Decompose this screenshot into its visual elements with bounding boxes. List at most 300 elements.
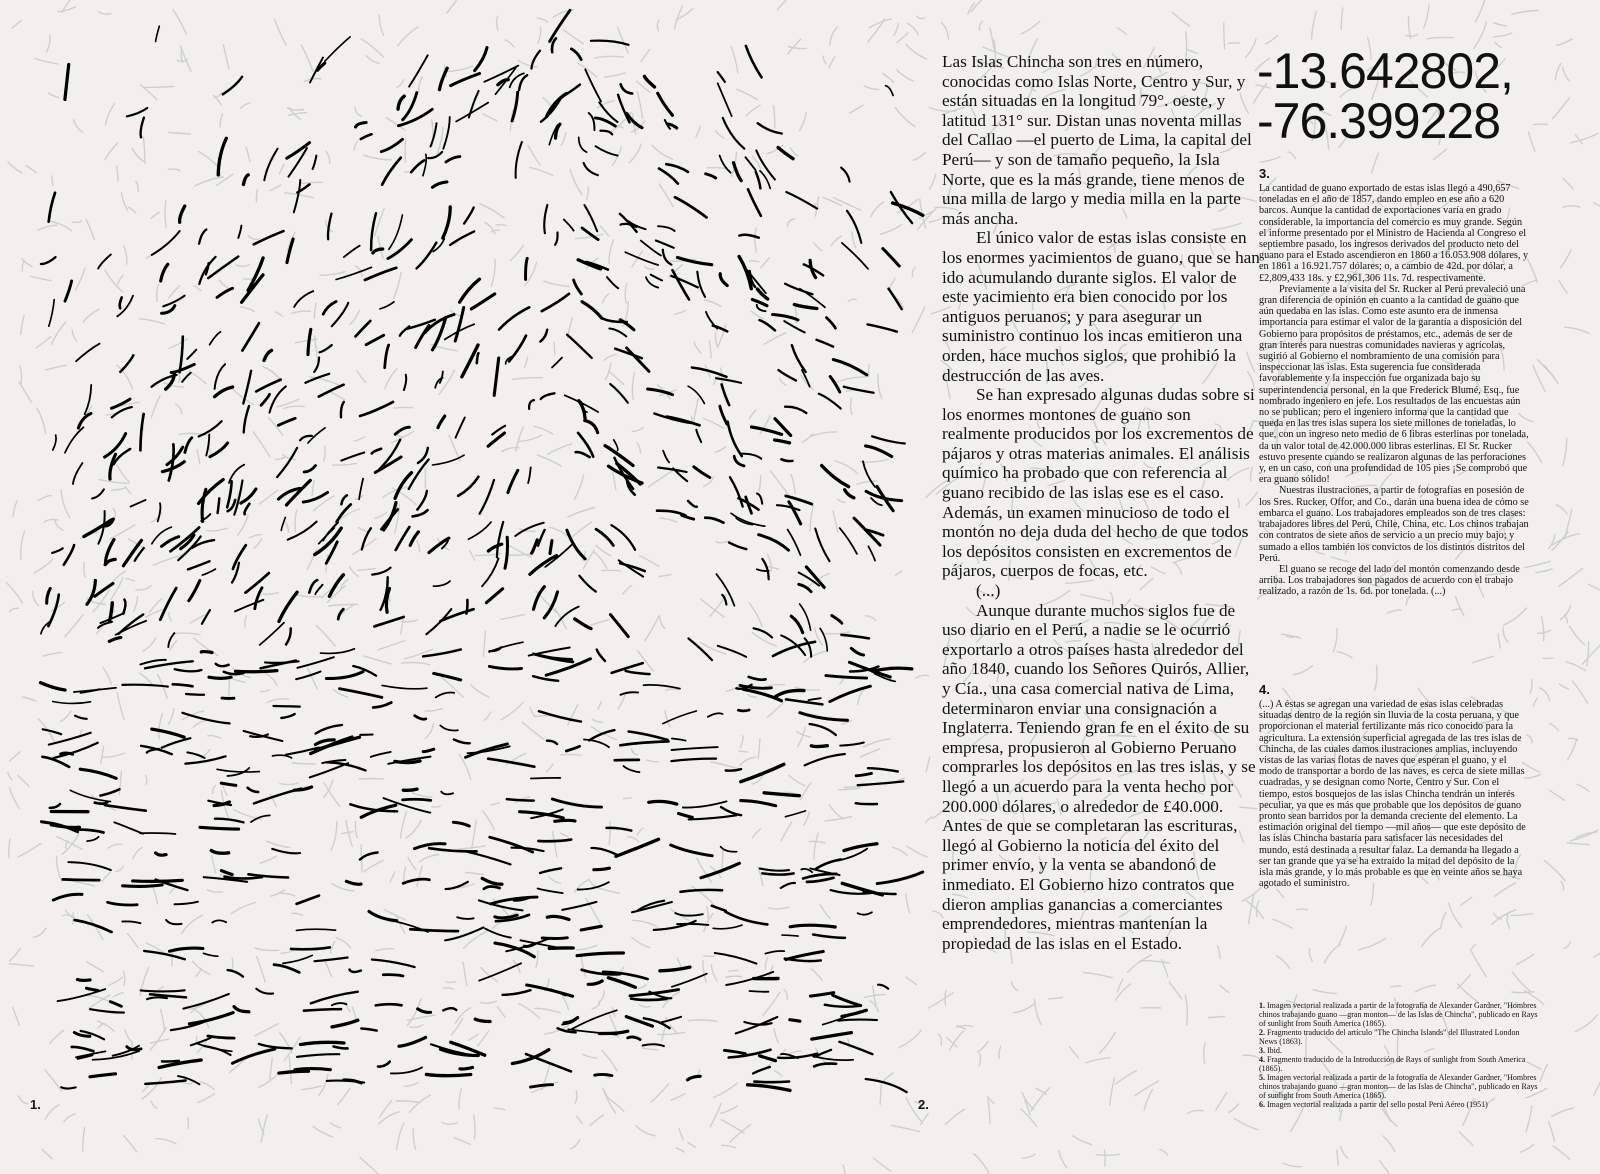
background-stroke xyxy=(1569,738,1578,740)
background-stroke xyxy=(851,399,852,415)
background-stroke xyxy=(651,1084,668,1102)
background-stroke xyxy=(1521,1144,1534,1152)
drawing-stroke xyxy=(542,938,567,939)
background-stroke xyxy=(231,903,255,914)
drawing-stroke xyxy=(413,510,428,516)
background-stroke xyxy=(641,50,650,62)
drawing-stroke xyxy=(571,49,581,60)
background-stroke xyxy=(108,844,121,848)
background-stroke xyxy=(260,856,276,863)
drawing-stroke xyxy=(341,453,364,461)
drawing-stroke xyxy=(232,1049,275,1063)
background-stroke xyxy=(61,490,70,518)
drawing-stroke xyxy=(332,1020,358,1027)
background-stroke xyxy=(42,1149,52,1159)
drawing-stroke xyxy=(131,500,146,507)
background-stroke xyxy=(37,408,46,434)
figure-1-label: 1. xyxy=(30,1097,41,1112)
background-stroke xyxy=(679,1129,683,1140)
drawing-stroke xyxy=(328,214,331,240)
background-stroke xyxy=(878,375,882,399)
drawing-stroke xyxy=(592,848,619,855)
background-stroke xyxy=(814,243,823,251)
drawing-stroke xyxy=(76,344,99,362)
drawing-stroke xyxy=(871,498,882,505)
background-stroke xyxy=(101,746,104,763)
drawing-stroke xyxy=(202,569,215,575)
background-stroke xyxy=(670,1025,676,1032)
background-stroke xyxy=(255,1024,279,1036)
background-stroke xyxy=(49,93,59,98)
background-stroke xyxy=(1475,0,1486,22)
background-stroke xyxy=(83,1127,85,1151)
background-stroke xyxy=(314,303,316,318)
background-stroke xyxy=(1441,912,1447,929)
background-stroke xyxy=(894,24,899,36)
background-stroke xyxy=(236,265,249,266)
background-stroke xyxy=(613,472,616,489)
drawing-stroke xyxy=(503,990,531,995)
drawing-stroke xyxy=(404,375,406,390)
background-stroke xyxy=(1559,684,1568,689)
drawing-stroke xyxy=(659,169,678,184)
drawing-stroke xyxy=(64,545,74,565)
background-stroke xyxy=(777,0,793,10)
background-stroke xyxy=(64,1114,75,1122)
drawing-stroke xyxy=(574,280,582,294)
background-stroke xyxy=(257,957,266,982)
background-stroke xyxy=(835,461,858,474)
drawing-stroke xyxy=(863,461,875,487)
drawing-stroke xyxy=(475,1019,490,1021)
background-stroke xyxy=(267,841,290,847)
background-stroke xyxy=(810,506,813,531)
drawing-stroke xyxy=(791,616,802,632)
drawing-stroke xyxy=(540,868,561,873)
background-stroke xyxy=(895,571,902,576)
drawing-stroke xyxy=(391,1067,422,1073)
background-stroke xyxy=(52,176,53,185)
drawing-stroke xyxy=(600,131,612,135)
drawing-stroke xyxy=(209,677,231,678)
drawing-stroke xyxy=(53,435,56,450)
background-stroke xyxy=(596,545,611,555)
footnote: 3. Ibid. xyxy=(1259,1046,1282,1055)
background-stroke xyxy=(1556,39,1572,45)
background-stroke xyxy=(1568,739,1577,760)
drawing-stroke xyxy=(396,527,410,550)
background-stroke xyxy=(1309,949,1312,962)
background-stroke xyxy=(437,127,443,154)
background-stroke xyxy=(850,105,864,113)
drawing-stroke xyxy=(84,520,112,537)
drawing-stroke xyxy=(110,454,116,479)
drawing-stroke xyxy=(800,713,848,721)
drawing-stroke xyxy=(211,851,228,854)
main-paragraph: Se han expresado algunas dudas sobre si los enormes montones de guano son realmente producidos por los excrementos de pájaros y otras materias animales. El análisis químico ha probado que con referencia al guano recibido de las islas ese es el caso. Además, un examen minucioso de todo el montón no deja duda del hecho de que todos los depósitos consisten en excrementos de pájaros, cuerpos de focas, etc. xyxy=(942,385,1255,581)
drawing-stroke xyxy=(441,792,453,795)
drawing-stroke xyxy=(579,576,595,592)
background-stroke xyxy=(44,519,58,522)
drawing-stroke xyxy=(310,763,348,777)
background-stroke xyxy=(554,342,555,354)
background-stroke xyxy=(72,881,95,886)
drawing-stroke xyxy=(716,378,741,383)
background-stroke xyxy=(1416,985,1436,992)
drawing-stroke xyxy=(438,416,445,428)
background-stroke xyxy=(199,151,219,166)
drawing-stroke xyxy=(385,345,389,368)
background-stroke xyxy=(869,365,870,377)
drawing-stroke xyxy=(756,172,761,188)
background-stroke xyxy=(12,21,21,29)
drawing-stroke xyxy=(260,623,284,645)
drawing-stroke xyxy=(847,211,861,243)
drawing-stroke xyxy=(140,833,175,834)
background-stroke xyxy=(394,272,402,298)
drawing-stroke xyxy=(41,257,56,264)
drawing-stroke xyxy=(612,525,636,550)
drawing-stroke xyxy=(65,281,72,301)
background-stroke xyxy=(174,633,200,635)
background-stroke xyxy=(1387,610,1401,613)
drawing-stroke xyxy=(431,123,437,146)
background-stroke xyxy=(276,457,286,460)
background-stroke xyxy=(480,204,504,218)
background-stroke xyxy=(978,1042,989,1053)
drawing-stroke xyxy=(868,324,897,331)
drawing-stroke xyxy=(189,1013,233,1024)
background-stroke xyxy=(884,1073,894,1081)
background-stroke xyxy=(790,148,797,156)
background-stroke xyxy=(280,783,298,785)
drawing-stroke xyxy=(781,883,795,888)
background-stroke xyxy=(116,866,123,871)
drawing-stroke xyxy=(671,845,713,856)
drawing-stroke xyxy=(812,1033,852,1040)
background-stroke xyxy=(346,1002,350,1012)
drawing-stroke xyxy=(544,205,547,233)
background-stroke xyxy=(22,261,24,271)
background-stroke xyxy=(703,418,723,428)
drawing-stroke xyxy=(382,509,398,529)
drawing-stroke xyxy=(110,1002,121,1007)
drawing-stroke xyxy=(576,452,590,457)
background-stroke xyxy=(87,962,104,972)
background-stroke xyxy=(1324,944,1340,963)
drawing-stroke xyxy=(658,93,673,115)
background-stroke xyxy=(350,311,360,325)
background-stroke xyxy=(928,993,953,1008)
background-stroke xyxy=(749,261,759,262)
drawing-stroke xyxy=(610,615,628,637)
drawing-stroke xyxy=(382,685,427,688)
background-stroke xyxy=(1516,954,1533,964)
drawing-stroke xyxy=(595,1074,612,1075)
background-stroke xyxy=(1144,1089,1153,1110)
background-stroke xyxy=(1548,1121,1554,1141)
drawing-stroke xyxy=(199,230,206,244)
background-stroke xyxy=(1494,33,1512,37)
background-stroke xyxy=(470,551,475,561)
drawing-stroke xyxy=(246,573,269,593)
background-stroke xyxy=(802,434,812,442)
background-stroke xyxy=(198,1094,215,1103)
drawing-stroke xyxy=(589,113,595,130)
drawing-stroke xyxy=(486,589,502,603)
background-stroke xyxy=(817,197,818,209)
background-stroke xyxy=(912,307,925,333)
drawing-stroke xyxy=(577,953,623,956)
drawing-stroke xyxy=(805,638,812,656)
background-stroke xyxy=(220,114,223,127)
drawing-stroke xyxy=(114,822,143,833)
section-3-paragraph: La cantidad de guano exportado de estas islas llegó a 490,657 toneladas en el año de 1857, dando empleo en ese año a 620 barcos. Aunque la cantidad de exportaciones varía en grado considerable, la importancia del comercio es muy grande. Según el informe presentado por el Ministro de Hacienda al Congreso el septiembre pasado, los ingresos derivados del producto neto del guano para el Estado ascendieron en 1860 a 16.053.908 dólares, y en 1861 a 16.921.757 dólares; o, a cambio de 42d. por dólar, a £2,809,433 18s. y £2,961,306 11s. 7d. respectivamente. xyxy=(1259,183,1529,284)
background-stroke xyxy=(118,275,123,284)
background-stroke xyxy=(632,938,650,948)
background-stroke xyxy=(1117,28,1126,34)
drawing-stroke xyxy=(721,807,741,815)
drawing-stroke xyxy=(327,1081,364,1083)
background-stroke xyxy=(519,1004,539,1019)
background-stroke xyxy=(688,1020,717,1021)
background-stroke xyxy=(971,0,991,11)
drawing-stroke xyxy=(689,815,737,819)
drawing-stroke xyxy=(454,740,470,744)
background-stroke xyxy=(38,496,51,501)
background-stroke xyxy=(279,164,284,174)
background-stroke xyxy=(749,410,756,419)
background-stroke xyxy=(1374,665,1377,690)
background-stroke xyxy=(562,996,568,1010)
drawing-stroke xyxy=(87,988,99,990)
background-stroke xyxy=(102,872,110,881)
drawing-stroke xyxy=(228,970,243,977)
drawing-stroke xyxy=(840,528,857,554)
background-stroke xyxy=(125,487,131,494)
drawing-stroke xyxy=(376,1004,402,1005)
drawing-stroke xyxy=(672,739,686,741)
background-stroke xyxy=(815,204,816,216)
background-stroke xyxy=(390,872,395,882)
main-paragraph: Aunque durante muchos siglos fue de uso diario en el Perú, a nadie se le ocurrió exportarlo a otros países hasta alrededor del año 1840, cuando los Señores Quirós, Allier, y Cía., una casa comercial nativa de Lima, determinaron enviar una consignación a Inglaterra. Teniendo gran fe en el éxito de su empresa, propusieron al Gobierno Peruano comprarles los depósitos en las tres islas, y se llegó a un acuerdo para la venta hecho por 200.000 dólares, o alrededor de £40.000. Antes de que se completaran las escrituras, llegó al Gobierno la noticia del éxito del primer envío, y la venta se abandonó de inmediato. El Gobierno hizo contratos que dieron amplias ganancias a comerciantes emprendedores, mientras mantenían la propiedad de las islas en el Estado. xyxy=(942,600,1256,953)
drawing-stroke xyxy=(839,1042,872,1054)
drawing-stroke xyxy=(296,672,320,680)
drawing-stroke xyxy=(171,364,194,372)
background-stroke xyxy=(72,330,76,341)
drawing-stroke xyxy=(724,1050,745,1053)
drawing-stroke xyxy=(654,921,696,930)
background-stroke xyxy=(703,960,706,982)
background-stroke xyxy=(810,432,836,437)
background-stroke xyxy=(804,651,826,662)
drawing-stroke xyxy=(516,142,522,178)
background-stroke xyxy=(1110,1078,1115,1106)
drawing-stroke xyxy=(720,406,727,424)
drawing-stroke xyxy=(248,788,259,792)
drawing-stroke xyxy=(729,543,746,550)
drawing-stroke xyxy=(308,329,311,354)
drawing-stroke xyxy=(497,522,503,557)
background-stroke xyxy=(764,333,786,344)
drawing-stroke xyxy=(109,637,121,641)
drawing-stroke xyxy=(279,1071,309,1073)
background-stroke xyxy=(548,444,572,455)
background-stroke xyxy=(208,736,221,739)
drawing-stroke xyxy=(156,853,167,855)
background-stroke xyxy=(553,832,557,857)
background-stroke xyxy=(1507,915,1509,929)
background-stroke xyxy=(688,1142,696,1147)
drawing-stroke xyxy=(608,978,635,988)
drawing-stroke xyxy=(272,849,300,853)
drawing-stroke xyxy=(180,206,185,222)
background-stroke xyxy=(447,0,459,13)
background-stroke xyxy=(1422,928,1440,946)
background-stroke xyxy=(315,336,318,363)
background-stroke xyxy=(254,539,262,548)
background-stroke xyxy=(255,948,279,950)
background-stroke xyxy=(133,847,143,859)
background-stroke xyxy=(394,407,413,408)
drawing-stroke xyxy=(643,1044,664,1046)
drawing-stroke xyxy=(760,320,776,330)
background-stroke xyxy=(267,699,288,703)
background-stroke xyxy=(599,991,605,1003)
background-stroke xyxy=(301,45,313,71)
background-stroke xyxy=(516,427,524,451)
background-stroke xyxy=(132,149,144,162)
drawing-stroke xyxy=(417,491,427,510)
background-stroke xyxy=(443,988,453,989)
drawing-stroke xyxy=(50,804,60,808)
background-stroke xyxy=(1022,1154,1035,1158)
drawing-stroke xyxy=(238,226,241,238)
drawing-stroke xyxy=(579,137,587,152)
background-stroke xyxy=(618,28,628,53)
background-stroke xyxy=(150,880,158,904)
drawing-stroke xyxy=(301,1042,345,1044)
background-stroke xyxy=(535,1008,561,1012)
drawing-stroke xyxy=(837,849,867,861)
background-stroke xyxy=(485,712,491,720)
drawing-stroke xyxy=(588,981,602,984)
background-stroke xyxy=(549,877,561,884)
background-stroke xyxy=(496,225,506,226)
background-stroke xyxy=(926,757,930,772)
drawing-stroke xyxy=(464,208,474,224)
background-stroke xyxy=(1337,1150,1338,1165)
background-stroke xyxy=(241,307,254,312)
background-stroke xyxy=(868,19,885,42)
background-stroke xyxy=(136,181,139,191)
background-stroke xyxy=(1512,972,1530,992)
background-stroke xyxy=(13,501,17,516)
drawing-stroke xyxy=(706,312,717,329)
background-stroke xyxy=(213,785,216,793)
background-stroke xyxy=(136,586,151,590)
background-stroke xyxy=(711,965,717,981)
background-stroke xyxy=(636,1126,655,1136)
drawing-stroke xyxy=(415,716,426,720)
background-stroke xyxy=(128,934,139,948)
drawing-stroke xyxy=(844,844,877,851)
background-stroke xyxy=(592,1003,600,1009)
background-stroke xyxy=(1172,12,1189,26)
background-stroke xyxy=(537,18,547,22)
background-stroke xyxy=(507,554,533,556)
background-stroke xyxy=(1472,952,1487,977)
background-stroke xyxy=(13,1007,20,1025)
background-stroke xyxy=(1594,944,1600,957)
background-stroke xyxy=(726,976,742,977)
drawing-stroke xyxy=(426,1074,470,1075)
drawing-stroke xyxy=(399,1037,426,1046)
background-stroke xyxy=(863,739,890,747)
drawing-stroke xyxy=(626,671,650,674)
background-stroke xyxy=(134,597,138,612)
background-stroke xyxy=(331,1123,341,1128)
background-stroke xyxy=(858,690,864,705)
drawing-stroke xyxy=(383,975,403,976)
drawing-stroke xyxy=(418,1009,431,1013)
background-stroke xyxy=(18,775,29,786)
drawing-stroke xyxy=(672,974,707,987)
drawing-stroke xyxy=(200,827,239,829)
drawing-stroke xyxy=(826,676,867,679)
background-stroke xyxy=(701,599,725,617)
background-stroke xyxy=(1312,12,1317,39)
footnote: 1. Imagen vectorial realizada a partir de la fotografía de Alexander Gardner, "Hombres chinos trabajando guano —gran monton— de las Islas de Chincha", publicado en Rays of sunlight from South America (1865). xyxy=(1259,1001,1538,1028)
background-stroke xyxy=(1470,944,1475,950)
drawing-stroke xyxy=(827,318,836,329)
background-stroke xyxy=(632,372,634,399)
background-stroke xyxy=(375,513,386,519)
drawing-stroke xyxy=(296,929,335,930)
drawing-stroke xyxy=(395,427,409,434)
drawing-stroke xyxy=(610,384,628,403)
drawing-stroke xyxy=(786,192,817,209)
background-stroke xyxy=(124,972,125,986)
drawing-stroke xyxy=(552,799,601,807)
drawing-stroke xyxy=(185,438,192,453)
drawing-stroke xyxy=(201,652,212,653)
background-stroke xyxy=(1576,1015,1598,1031)
background-stroke xyxy=(1341,1147,1348,1159)
drawing-stroke xyxy=(856,773,871,775)
drawing-stroke xyxy=(98,255,111,269)
background-stroke xyxy=(1530,679,1532,693)
drawing-stroke xyxy=(812,1056,853,1060)
background-stroke xyxy=(625,284,627,303)
background-stroke xyxy=(1216,1093,1227,1111)
background-stroke xyxy=(823,56,826,64)
drawing-stroke xyxy=(187,350,196,359)
background-stroke xyxy=(897,33,908,43)
background-stroke xyxy=(83,309,99,322)
drawing-stroke xyxy=(800,289,825,308)
background-stroke xyxy=(410,1025,423,1027)
background-stroke xyxy=(721,1106,738,1113)
background-stroke xyxy=(292,311,311,313)
drawing-stroke xyxy=(596,146,618,155)
background-stroke xyxy=(563,30,583,44)
main-paragraph: Las Islas Chincha son tres en número, conocidas como Islas Norte, Centro y Sur, y están situadas en la longitud 79°. oeste, y latitud 131° sur. Distan unas noventa millas del Callao —el puerto de Lima, la capital del Perú— y son de tamaño pequeño, la Isla Norte, que es la más grande, tiene menos de una milla de largo y media milla en la parte más ancha. xyxy=(942,52,1252,228)
background-stroke xyxy=(538,27,541,43)
drawing-stroke xyxy=(218,138,226,175)
background-stroke xyxy=(633,920,658,927)
drawing-stroke xyxy=(540,330,547,342)
